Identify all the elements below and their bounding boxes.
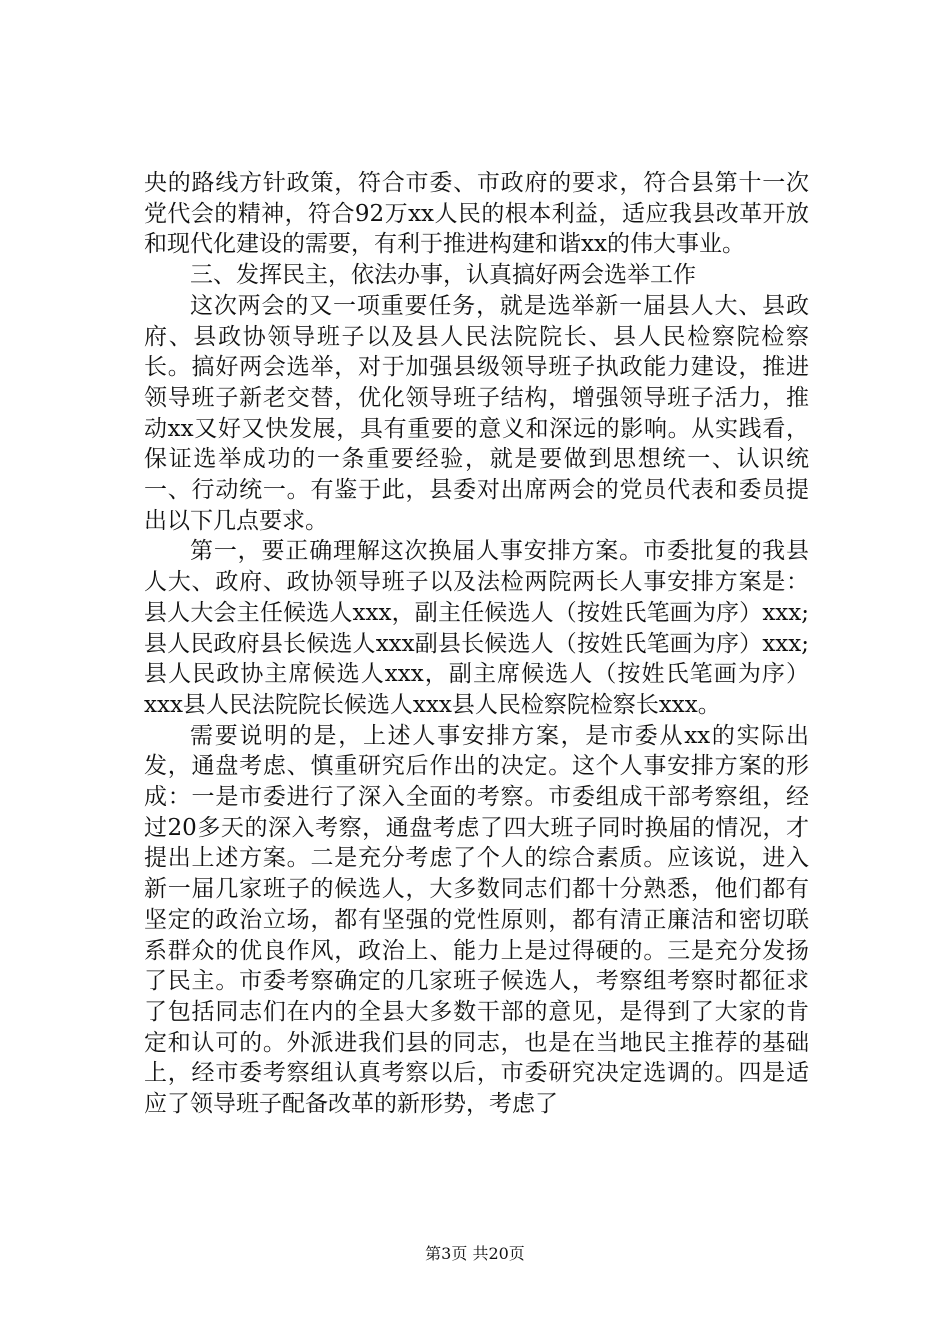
page-footer: 第3页 共20页 [425,1244,525,1263]
section-heading: 三、发挥民主，依法办事，认真搞好两会选举工作 [190,262,696,289]
document-body [144,168,809,1120]
paragraph-first-requirement: 第一，要正确理解这次换届人事安排方案。市委批复的我县人大、政府、政协领导班子以及法检两院两长人事安排方案是：县人大会主任候选人xxx，副主任候选人（按姓氏笔画为序）xxx;县人民政府县长候选人xxx副县长候选人（按姓氏笔画为序）xxx;县人民政协主席候选人xxx，副主席候选人（按姓氏笔画为序）xxx县人民法院院长候选人xxx县人民检察院检察长xxx。 [144,538,809,718]
paragraph-election-task: 这次两会的又一项重要任务，就是选举新一届县人大、县政府、县政协领导班子以及县人民法院院长、县人民检察院检察长。搞好两会选举，对于加强县级领导班子执政能力建设，推进领导班子新老交替，优化领导班子结构，增强领导班子活力，推动xx又好又快发展，具有重要的意义和深远的影响。从实践看，保证选举成功的一条重要经验，就是要做到思想统一、认识统一、行动统一。有鉴于此，县委对出席两会的党员代表和委员提出以下几点要求。 [144,292,809,534]
paragraph-explanation: 需要说明的是，上述人事安排方案，是市委从xx的实际出发，通盘考虑、慎重研究后作出的决定。这个人事安排方案的形成：一是市委进行了深入全面的考察。市委组成干部考察组，经过20多天的深入考察，通盘考虑了四大班子同时换届的情况，才提出上述方案。二是充分考虑了个人的综合素质。应该说，进入新一届几家班子的候选人，大多数同志们都十分熟悉，他们都有坚定的政治立场，都有坚强的党性原则，都有清正廉洁和密切联系群众的优良作风，政治上、能力上是过得硬的。三是充分发扬了民主。市委考察确定的几家班子候选人，考察组考察时都征求了包括同志们在内的全县大多数干部的意见，是得到了大家的肯定和认可的。外派进我们县的同志，也是在当地民主推荐的基础上，经市委考察组认真考察以后，市委研究决定选调的。四是适应了领导班子配备改革的新形势，考虑了 [144,722,809,1118]
paragraph-continuation: 央的路线方针政策，符合市委、市政府的要求，符合县第十一次党代会的精神，符合92万xx人民的根本利益，适应我县改革开放和现代化建设的需要，有利于推进构建和谐xx的伟大事业。 [144,170,809,258]
